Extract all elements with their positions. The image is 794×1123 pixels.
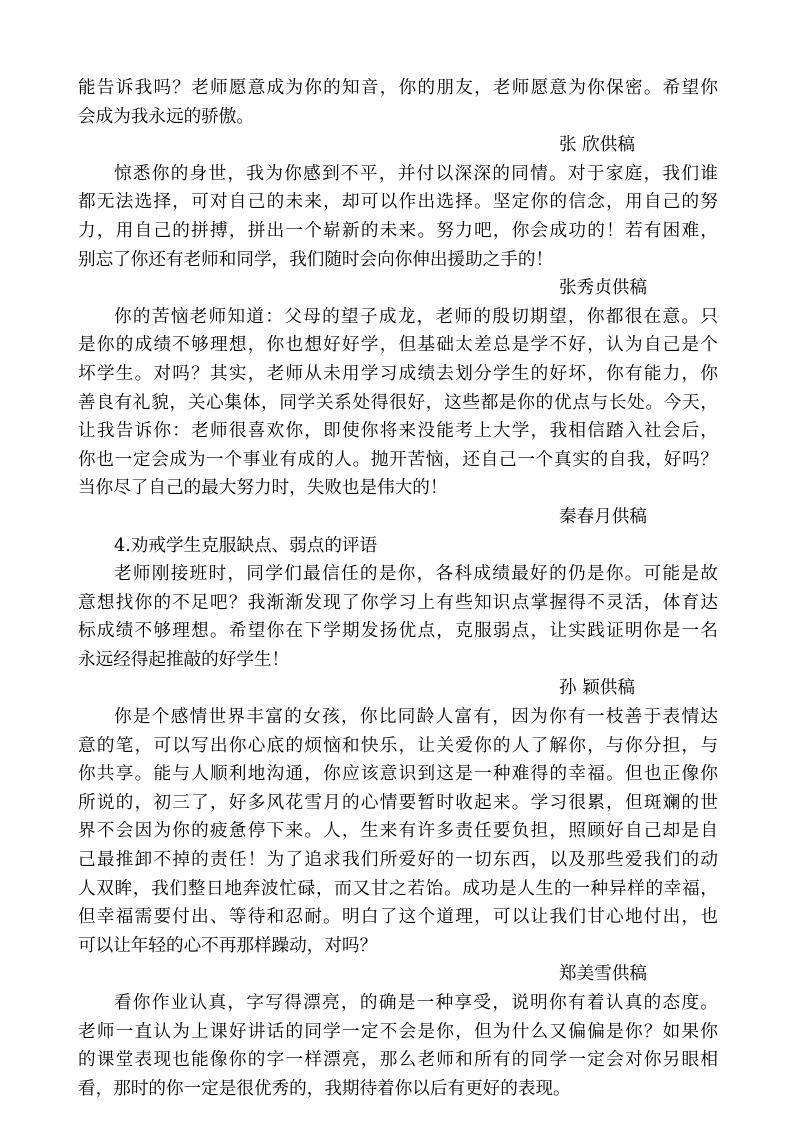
- paragraph-last-line: 永远经得起推敲的好学生！: [78, 649, 290, 670]
- paragraph-first-line: 看你作业认真，字写得漂亮，的确是一种享受，说明你有着认真的态度。: [114, 993, 718, 1013]
- paragraph-line: 但幸福需要付出、等待和忍耐。明白了这个道理，可以让我们甘心地付出，也: [78, 907, 718, 928]
- paragraph-line: 界不会因为你的疲惫停下来。人，生来有许多责任要负担，照顾好自己却是自: [78, 821, 718, 842]
- author-signature: 张 欣供稿: [559, 135, 635, 156]
- paragraph-line: 善良有礼貌，关心集体，同学关系处得很好，这些都是你的优点与长处。今天，: [78, 392, 718, 413]
- author-signature: 孙 颖供稿: [559, 678, 635, 699]
- paragraph-line: 让我告诉你：老师很喜欢你，即使你将来没能考上大学，我相信踏入社会后，: [78, 421, 718, 442]
- author-signature: 秦春月供稿: [559, 506, 647, 527]
- paragraph-line: 都无法选择，可对自己的未来，却可以作出选择。坚定你的信念，用自己的努: [78, 192, 718, 213]
- paragraph-line: 是你的成绩不够理想，你也想好好学，但基础太差总是学不好，认为自己是个: [78, 335, 718, 356]
- paragraph-last-line: 看，那时的你一定是很优秀的，我期待着你以后有更好的表现。: [78, 1078, 571, 1099]
- paragraph-first-line: 惊悉你的身世，我为你感到不平，并付以深深的同情。对于家庭，我们谁: [114, 163, 718, 184]
- paragraph-line: 你也一定会成为一个事业有成的人。抛开苦恼，还自己一个真实的自我，好吗？: [78, 449, 718, 470]
- paragraph-last-line: 当你尽了自己的最大努力时，失败也是伟大的！: [78, 478, 448, 499]
- paragraph-line: 能告诉我吗？老师愿意成为你的知音，你的朋友，老师愿意为你保密。希望你: [78, 78, 718, 98]
- paragraph-line: 标成绩不够理想。希望你在下学期发扬优点，克服弱点，让实践证明你是一名: [78, 621, 718, 642]
- paragraph-first-line: 你是个感情世界丰富的女孩，你比同龄人富有，因为你有一枝善于表情达: [114, 707, 718, 728]
- paragraph-line: 老师一直认为上课好讲话的同学一定不会是你，但为什么又偏偏是你？如果你: [78, 1021, 718, 1042]
- section-heading: 4.劝戒学生克服缺点、弱点的评语: [114, 535, 378, 556]
- paragraph-line: 坏学生。对吗？其实，老师从未用学习成绩去划分学生的好坏，你有能力，你: [78, 363, 718, 384]
- paragraph-last-line: 可以让年轻的心不再那样躁动，对吗？: [78, 935, 378, 956]
- author-signature: 郑美雪供稿: [559, 964, 647, 985]
- paragraph-line: 己最推卸不掉的责任！为了追求我们所爱好的一切东西，以及那些爱我们的动: [78, 850, 718, 871]
- paragraph-line: 的课堂表现也能像你的字一样漂亮，那么老师和所有的同学一定会对你另眼相: [78, 1050, 718, 1071]
- paragraph-line: 你共享。能与人顺利地沟通，你应该意识到这是一种难得的幸福。但也正像你: [78, 764, 718, 785]
- author-signature: 张秀贞供稿: [559, 278, 647, 299]
- paragraph-last-line: 别忘了你还有老师和同学，我们随时会向你伸出援助之手的！: [78, 249, 554, 270]
- paragraph-line: 所说的，初三了，好多风花雪月的心情要暂时收起来。学习很累，但斑斓的世: [78, 792, 718, 813]
- paragraph-first-line: 老师刚接班时，同学们最信任的是你，各科成绩最好的仍是你。可能是故: [114, 564, 718, 585]
- paragraph-first-line: 你的苦恼老师知道：父母的望子成龙，老师的殷切期望，你都很在意。只: [114, 306, 718, 327]
- paragraph-line: 人双眸，我们整日地奔波忙碌，而又甘之若饴。成功是人生的一种异样的幸福，: [78, 878, 718, 899]
- paragraph-last-line: 会成为我永远的骄傲。: [78, 106, 254, 127]
- paragraph-line: 意想找你的不足吧？我渐渐发现了你学习上有些知识点掌握得不灵活，体育达: [78, 592, 718, 613]
- paragraph-line: 力，用自己的拼搏，拼出一个崭新的未来。努力吧，你会成功的！若有困难，: [78, 220, 718, 241]
- document-page: [78, 74, 718, 1103]
- paragraph-line: 意的笔，可以写出你心底的烦恼和快乐，让关爱你的人了解你，与你分担，与: [78, 735, 718, 756]
